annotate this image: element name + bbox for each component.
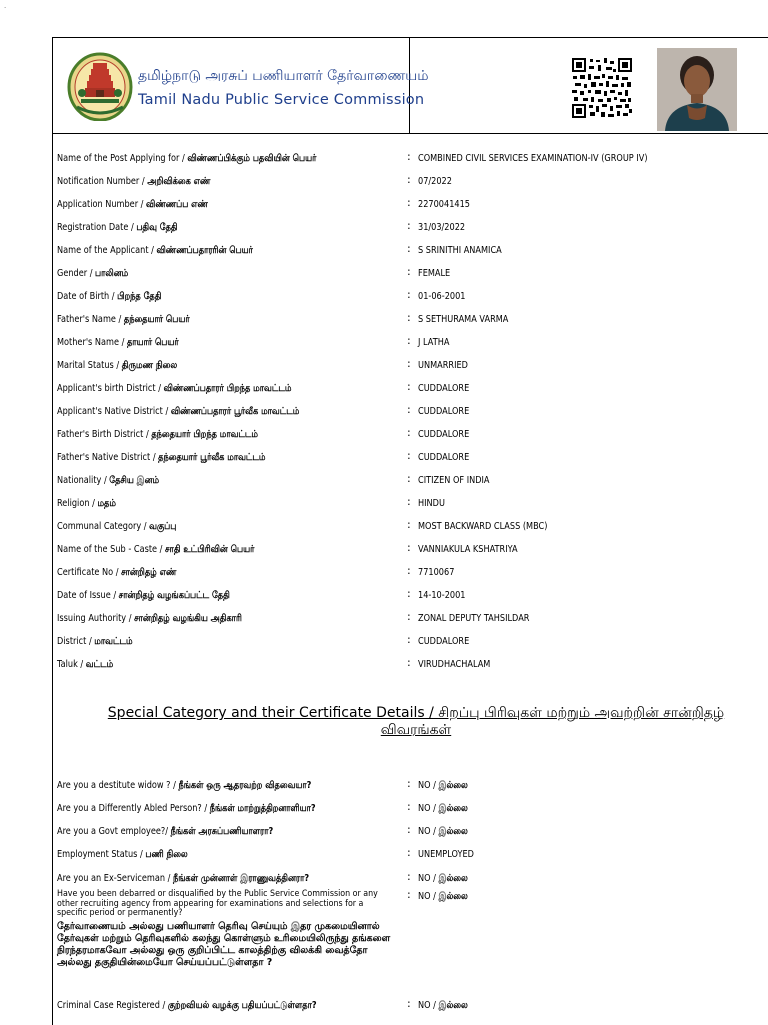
label-en: Gender / bbox=[57, 268, 96, 279]
detail-label bbox=[57, 659, 113, 671]
label-ta: தேசிய இனம் bbox=[109, 475, 160, 486]
label-ta: நீங்கள் முன்னாள் இராணுவத்தினரா? bbox=[173, 873, 310, 884]
special-row-destitute-widow bbox=[57, 777, 767, 800]
value-en: NO / bbox=[418, 826, 439, 837]
detail-value: CUDDALORE bbox=[418, 383, 470, 394]
special-row-govt-employee bbox=[57, 823, 767, 846]
label-ta: விண்ணப்பதாரரின் பெயர் bbox=[156, 245, 253, 256]
label-en: Name of the Applicant / bbox=[57, 245, 157, 256]
label-ta: மாவட்டம் bbox=[94, 636, 133, 647]
detail-label bbox=[57, 429, 258, 441]
detail-value: COMBINED CIVIL SERVICES EXAMINATION-IV (GROUP IV) bbox=[418, 153, 648, 164]
label-ta: தாயார் பெயர் bbox=[126, 337, 179, 348]
label-en: Applicant's birth District / bbox=[57, 383, 164, 394]
label-en: Are you a Govt employee?/ bbox=[57, 826, 171, 837]
colon-separator: : bbox=[407, 380, 411, 393]
detail-value: VANNIAKULA KSHATRIYA bbox=[418, 544, 518, 555]
detail-label bbox=[57, 383, 291, 395]
detail-value: CUDDALORE bbox=[418, 406, 470, 417]
detail-label bbox=[57, 613, 242, 625]
label-ta: விண்ணப்பிக்கும் பதவியின் பெயர் bbox=[187, 153, 317, 164]
colon-separator: : bbox=[407, 403, 411, 416]
colon-separator: : bbox=[407, 541, 411, 554]
detail-value: FEMALE bbox=[418, 268, 451, 279]
label-en: Religion / bbox=[57, 498, 98, 509]
label-en: Father's Name / bbox=[57, 314, 124, 325]
detail-value: 14-10-2001 bbox=[418, 590, 466, 601]
label-ta: சாதி உட்பிரிவின் பெயர் bbox=[165, 544, 255, 555]
detail-label bbox=[57, 245, 253, 257]
label-en: Issuing Authority / bbox=[57, 613, 135, 624]
colon-separator: : bbox=[407, 587, 411, 600]
colon-separator: : bbox=[407, 173, 411, 186]
label-en: District / bbox=[57, 636, 95, 647]
colon-separator: : bbox=[407, 357, 411, 370]
label-ta: சான்றிதழ் எண் bbox=[121, 567, 177, 578]
detail-row-issuing-authority bbox=[57, 610, 767, 633]
label-ta: குற்றவியல் வழக்கு பதியப்பட்டுள்ளதா? bbox=[167, 1000, 317, 1011]
colon-separator: : bbox=[407, 426, 411, 439]
colon-separator: : bbox=[407, 311, 411, 324]
label-en: Employment Status / bbox=[57, 849, 146, 860]
application-sheet bbox=[52, 37, 768, 1025]
detail-row-mother-name bbox=[57, 334, 767, 357]
detail-label bbox=[57, 222, 178, 234]
value-en: NO / bbox=[418, 891, 439, 902]
colon-separator: : bbox=[407, 823, 411, 836]
special-label bbox=[57, 849, 188, 861]
colon-separator: : bbox=[407, 265, 411, 278]
detail-row-religion bbox=[57, 495, 767, 518]
detail-row-communal-category bbox=[57, 518, 767, 541]
label-ta: நீங்கள் அரசுப்பணியாளரா? bbox=[170, 826, 274, 837]
colon-separator: : bbox=[407, 997, 411, 1010]
colon-separator: : bbox=[407, 800, 411, 813]
detail-label bbox=[57, 406, 299, 418]
label-en: Application Number / bbox=[57, 199, 147, 210]
colon-separator: : bbox=[407, 472, 411, 485]
label-en: Are you a Differently Abled Person? / bbox=[57, 803, 210, 814]
label-en: Nationality / bbox=[57, 475, 110, 486]
label-ta: சான்றிதழ் வழங்கிய அதிகாரி bbox=[134, 613, 242, 624]
label-ta: சான்றிதழ் வழங்கப்பட்ட தேதி bbox=[118, 590, 230, 601]
qr-code-icon bbox=[571, 57, 633, 119]
colon-separator: : bbox=[407, 846, 411, 859]
detail-label bbox=[57, 475, 159, 487]
detail-value: MOST BACKWARD CLASS (MBC) bbox=[418, 521, 548, 532]
value-ta: இல்லை bbox=[438, 826, 468, 837]
colon-separator: : bbox=[407, 564, 411, 577]
special-row-differently-abled bbox=[57, 800, 767, 823]
detail-row-father-native-district bbox=[57, 449, 767, 472]
detail-value: 01-06-2001 bbox=[418, 291, 466, 302]
colon-separator: : bbox=[407, 449, 411, 462]
detail-row-certificate-no bbox=[57, 564, 767, 587]
detail-value: CUDDALORE bbox=[418, 429, 470, 440]
label-ta: அறிவிக்கை எண் bbox=[147, 176, 211, 187]
colon-separator: : bbox=[407, 610, 411, 623]
detail-label bbox=[57, 590, 230, 602]
detail-value: CUDDALORE bbox=[418, 636, 470, 647]
detail-row-applicant-name bbox=[57, 242, 767, 265]
header-block bbox=[53, 38, 429, 134]
detail-label bbox=[57, 199, 208, 211]
detail-value: 31/03/2022 bbox=[418, 222, 466, 233]
label-ta: பணி நிலை bbox=[145, 849, 188, 860]
colon-separator: : bbox=[407, 777, 411, 790]
detail-label bbox=[57, 636, 133, 648]
detail-value: S SETHURAMA VARMA bbox=[418, 314, 509, 325]
detail-label bbox=[57, 452, 265, 464]
page-corner-mark: · bbox=[4, 4, 7, 12]
detail-value: 7710067 bbox=[418, 567, 455, 578]
label-en: Name of the Post Applying for / bbox=[57, 153, 188, 164]
value-ta: இல்லை bbox=[438, 1000, 468, 1011]
detail-value: 07/2022 bbox=[418, 176, 452, 187]
detail-row-post bbox=[57, 150, 767, 173]
label-en: Taluk / bbox=[57, 659, 86, 670]
label-ta: பாலினம் bbox=[95, 268, 129, 279]
value-ta: இல்லை bbox=[438, 803, 468, 814]
detail-value: 2270041415 bbox=[418, 199, 470, 210]
label-en: Applicant's Native District / bbox=[57, 406, 171, 417]
detail-row-notification bbox=[57, 173, 767, 196]
label-ta: தந்தையார் பெயர் bbox=[123, 314, 190, 325]
label-en: Father's Native District / bbox=[57, 452, 159, 463]
colon-separator: : bbox=[407, 518, 411, 531]
detail-value: HINDU bbox=[418, 498, 445, 509]
special-value bbox=[418, 826, 468, 838]
detail-value: J LATHA bbox=[418, 337, 450, 348]
special-label bbox=[57, 826, 273, 838]
colon-separator: : bbox=[407, 288, 411, 301]
colon-separator: : bbox=[407, 888, 411, 901]
label-en: Name of the Sub - Caste / bbox=[57, 544, 166, 555]
detail-label bbox=[57, 314, 190, 326]
detail-label bbox=[57, 498, 116, 510]
detail-row-father-birth-district bbox=[57, 426, 767, 449]
org-name-tamil: தமிழ்நாடு அரசுப் பணியாளர் தேர்வாணையம் bbox=[138, 68, 429, 84]
value-en: NO / bbox=[418, 1000, 439, 1011]
detail-row-registration-date bbox=[57, 219, 767, 242]
label-ta: திருமண நிலை bbox=[121, 360, 178, 371]
label-ta: விண்ணப்ப எண் bbox=[146, 199, 208, 210]
detail-row-birth-district bbox=[57, 380, 767, 403]
label-ta: தந்தையார் பிறந்த மாவட்டம் bbox=[151, 429, 258, 440]
detail-label bbox=[57, 153, 316, 165]
detail-row-application-number bbox=[57, 196, 767, 219]
debarred-answer bbox=[418, 891, 468, 903]
debarred-question-ta: தேர்வாணையம் அல்லது பணியாளர் தெரிவு செய்யும் இதர முகமையினால் தேர்வுகள் மற்றும் தெரிவுகளில் கலந்து கொள்ளும் உரிமையிலிருந்து தங்களை நிரந்தரமாகவோ அல்லது ஒரு குறிப்பிட்ட காலத்திற்கு விலக்கி வைத்தோ அல்லது தகுதியின்மையோ செய்யப்பட்டுள்ளதா ? bbox=[57, 920, 391, 968]
detail-row-nationality bbox=[57, 472, 767, 495]
colon-separator: : bbox=[407, 870, 411, 883]
label-en: Marital Status / bbox=[57, 360, 122, 371]
label-ta: மதம் bbox=[97, 498, 116, 509]
label-ta: பதிவு தேதி bbox=[136, 222, 178, 233]
label-en: Are you a destitute widow ? / bbox=[57, 780, 179, 791]
special-value bbox=[418, 780, 468, 792]
applicant-photo-image bbox=[657, 48, 737, 131]
special-label bbox=[57, 1000, 317, 1012]
label-ta: தந்தையார் பூர்வீக மாவட்டம் bbox=[158, 452, 266, 463]
special-row-employment-status bbox=[57, 846, 767, 869]
value-en: NO / bbox=[418, 803, 439, 814]
label-en: Certificate No / bbox=[57, 567, 122, 578]
special-value bbox=[418, 803, 468, 815]
detail-row-native-district bbox=[57, 403, 767, 426]
colon-separator: : bbox=[407, 150, 411, 163]
applicant-photo bbox=[657, 48, 737, 131]
label-en: Date of Issue / bbox=[57, 590, 119, 601]
label-ta: வகுப்பு bbox=[149, 521, 177, 532]
label-en: Notification Number / bbox=[57, 176, 148, 187]
debarred-question-en: Have you been debarred or disqualified by the Public Service Commission or any other recruiting agency from appearing for examinations and selections for a specific period or permanently? bbox=[57, 889, 378, 918]
special-label bbox=[57, 780, 311, 792]
detail-label bbox=[57, 521, 176, 533]
colon-separator: : bbox=[407, 196, 411, 209]
detail-value: ZONAL DEPUTY TAHSILDAR bbox=[418, 613, 530, 624]
label-ta: நீங்கள் மாற்றுத்திறனாளியா? bbox=[209, 803, 316, 814]
detail-value: S SRINITHI ANAMICA bbox=[418, 245, 502, 256]
colon-separator: : bbox=[407, 656, 411, 669]
special-value bbox=[418, 1000, 468, 1012]
label-en: Date of Birth / bbox=[57, 291, 118, 302]
label-ta: பிறந்த தேதி bbox=[117, 291, 162, 302]
detail-value: VIRUDHACHALAM bbox=[418, 659, 491, 670]
value-en: UNEMPLOYED bbox=[418, 849, 474, 860]
colon-separator: : bbox=[407, 633, 411, 646]
detail-label bbox=[57, 544, 254, 556]
detail-row-district bbox=[57, 633, 767, 656]
value-ta: இல்லை bbox=[438, 891, 468, 902]
detail-label bbox=[57, 360, 177, 372]
label-ta: நீங்கள் ஒரு ஆதரவற்ற விதவையா? bbox=[178, 780, 312, 791]
detail-row-marital-status bbox=[57, 357, 767, 380]
detail-label bbox=[57, 567, 176, 579]
special-value bbox=[418, 849, 474, 860]
label-en: Criminal Case Registered / bbox=[57, 1000, 168, 1011]
tn-emblem-icon bbox=[67, 49, 133, 121]
label-ta: வட்டம் bbox=[85, 659, 114, 670]
detail-value: UNMARRIED bbox=[418, 360, 468, 371]
value-en: NO / bbox=[418, 780, 439, 791]
label-ta: விண்ணப்பதாரர் பூர்வீக மாவட்டம் bbox=[170, 406, 300, 417]
detail-value: CITIZEN OF INDIA bbox=[418, 475, 490, 486]
debarred-answer-row bbox=[57, 888, 468, 911]
special-label bbox=[57, 873, 309, 885]
detail-label bbox=[57, 291, 161, 303]
detail-row-date-of-issue bbox=[57, 587, 767, 610]
label-en: Father's Birth District / bbox=[57, 429, 152, 440]
special-value bbox=[418, 873, 468, 885]
colon-separator: : bbox=[407, 334, 411, 347]
detail-label bbox=[57, 176, 210, 188]
value-en: NO / bbox=[418, 873, 439, 884]
detail-value: CUDDALORE bbox=[418, 452, 470, 463]
label-en: Mother's Name / bbox=[57, 337, 127, 348]
label-en: Registration Date / bbox=[57, 222, 137, 233]
label-en: Communal Category / bbox=[57, 521, 150, 532]
detail-row-taluk bbox=[57, 656, 767, 679]
label-ta: விண்ணப்பதாரர் பிறந்த மாவட்டம் bbox=[163, 383, 292, 394]
detail-row-gender bbox=[57, 265, 767, 288]
colon-separator: : bbox=[407, 242, 411, 255]
special-row-criminal-case bbox=[57, 997, 767, 1020]
value-ta: இல்லை bbox=[438, 873, 468, 884]
detail-label bbox=[57, 337, 179, 349]
detail-row-date-of-birth bbox=[57, 288, 767, 311]
detail-row-father-name bbox=[57, 311, 767, 334]
label-en: Are you an Ex-Serviceman / bbox=[57, 873, 174, 884]
value-ta: இல்லை bbox=[438, 780, 468, 791]
special-category-heading: Special Category and their Certificate Details / சிறப்பு பிரிவுகள் மற்றும் அவற்றின் சான்றிதழ் விவரங்கள் bbox=[107, 705, 725, 738]
colon-separator: : bbox=[407, 495, 411, 508]
colon-separator: : bbox=[407, 219, 411, 232]
special-label bbox=[57, 803, 316, 815]
detail-row-sub-caste bbox=[57, 541, 767, 564]
org-name-english: Tamil Nadu Public Service Commission bbox=[138, 92, 425, 108]
detail-label bbox=[57, 268, 128, 280]
